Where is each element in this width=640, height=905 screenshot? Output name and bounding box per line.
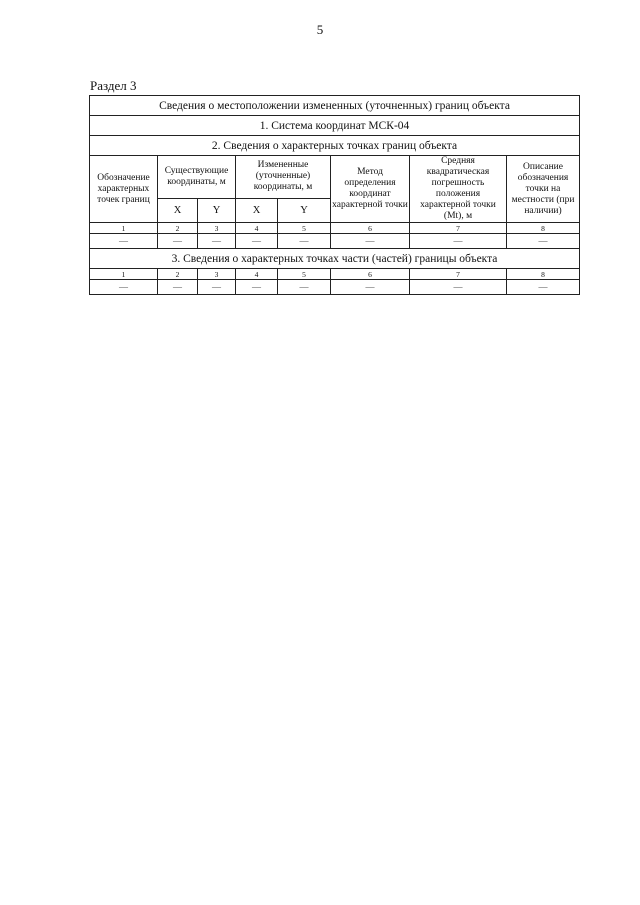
boundary-parts-heading: 3. Сведения о характерных точках части (частей) границы объекта (90, 249, 580, 269)
column-number: 6 (331, 269, 410, 280)
table-row (90, 280, 580, 295)
header-rms-error: Средняя квадратическая погрешность положения характерной точки (Mt), м (410, 156, 507, 223)
empty-cell: — (331, 234, 410, 249)
header-point-designation: Обозначение характерных точек границ (90, 156, 158, 223)
header-existing-coords: Существующие координаты, м (158, 156, 236, 199)
column-numbers-row (90, 223, 580, 234)
empty-cell: — (278, 234, 331, 249)
empty-cell: — (90, 234, 158, 249)
empty-cell: — (90, 280, 158, 295)
empty-cell: — (158, 234, 198, 249)
empty-cell: — (158, 280, 198, 295)
header-changed-coords: Измененные (уточненные) координаты, м (236, 156, 331, 199)
empty-cell: — (236, 280, 278, 295)
column-number: 3 (198, 223, 236, 234)
column-number: 1 (90, 223, 158, 234)
column-number: 7 (410, 223, 507, 234)
boundary-table (89, 95, 580, 295)
table-row (90, 234, 580, 249)
section-title: Раздел 3 (90, 78, 137, 93)
column-number: 6 (331, 223, 410, 234)
column-number: 4 (236, 223, 278, 234)
column-number: 3 (198, 269, 236, 280)
column-number: 8 (507, 269, 580, 280)
characteristic-points-heading: 2. Сведения о характерных точках границ объекта (90, 136, 580, 156)
header-changed-x: X (236, 198, 278, 222)
column-number: 5 (278, 223, 331, 234)
header-method: Метод определения координат характерной точки (331, 156, 410, 223)
empty-cell: — (410, 234, 507, 249)
page-number: 5 (316, 22, 324, 37)
empty-cell: — (507, 234, 580, 249)
empty-cell: — (236, 234, 278, 249)
empty-cell: — (410, 280, 507, 295)
header-description: Описание обозначения точки на местности (при наличии) (507, 156, 580, 223)
empty-cell: — (198, 280, 236, 295)
coordinate-system-row: 1. Система координат МСК-04 (90, 116, 580, 136)
column-number: 2 (158, 223, 198, 234)
header-changed-y: Y (278, 198, 331, 222)
empty-cell: — (278, 280, 331, 295)
column-number: 1 (90, 269, 158, 280)
column-number: 4 (236, 269, 278, 280)
empty-cell: — (198, 234, 236, 249)
empty-cell: — (331, 280, 410, 295)
column-numbers-row (90, 269, 580, 280)
header-existing-y: Y (198, 198, 236, 222)
column-number: 8 (507, 223, 580, 234)
table-title: Сведения о местоположении измененных (уточненных) границ объекта (90, 96, 580, 116)
column-number: 5 (278, 269, 331, 280)
column-number: 2 (158, 269, 198, 280)
column-number: 7 (410, 269, 507, 280)
empty-cell: — (507, 280, 580, 295)
header-existing-x: X (158, 198, 198, 222)
